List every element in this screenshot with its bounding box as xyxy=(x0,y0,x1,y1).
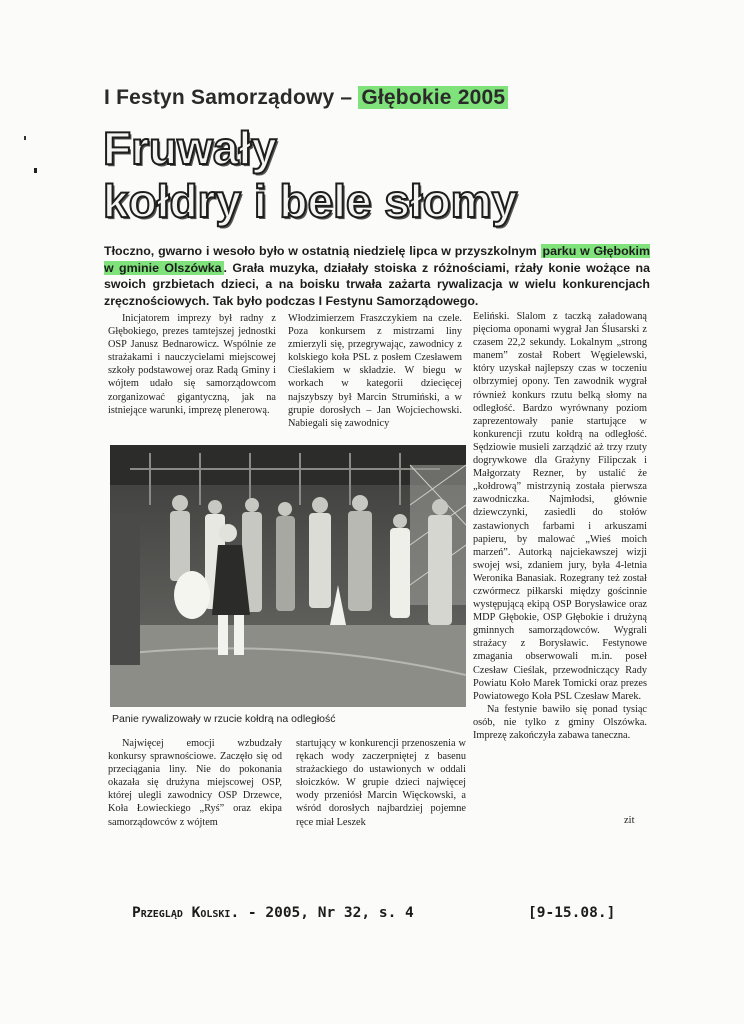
article-column-2-bottom xyxy=(296,737,466,829)
paragraph: Włodzimierzem Fraszczykiem na czele. Poza konkursem z mistrzami liny zmierzyli się, przegrywając, zawodnicy z kolskiego koła PSL z posłem Czesławem Cieślakiem w składzie. W biegu w workach w kategorii dziecięcej najszybszy był Marcin Strumiński, a w grupie dorosłych – Jan Wojciechowski. Nabiegali się zawodnicy xyxy=(288,313,462,429)
headline xyxy=(103,122,623,228)
publication-name: Przegląd Kolski xyxy=(132,905,231,921)
photo-illustration xyxy=(110,445,466,707)
kicker xyxy=(104,86,544,110)
paragraph: Na festynie bawiło się ponad tysiąc osób, nie tylko z gminy Olszówka. Imprezę zakończyła zabawa taneczna. xyxy=(473,703,647,741)
paragraph: startujący w konkurencji przenoszenia w rękach wody zaczerpniętej z basenu strażackiego do ustawionych w oddali słoiczków. W grupie dzieci najwięcej wody przeniósł Marcin Więckowski, a wśród dorosłych najbardziej pojemne ręce miał Leszek xyxy=(296,738,466,828)
issue-dates: [9-15.08.] xyxy=(528,905,616,921)
scan-mark xyxy=(24,136,26,140)
article-column-1-bottom xyxy=(108,737,282,829)
scan-mark xyxy=(34,168,37,173)
headline-line-1: Fruwały xyxy=(103,122,277,174)
article-photo xyxy=(110,445,466,707)
lead-text-2: . Grała muzyka, działały stoiska z różnościami, rżały konie wożące na swoich grzbietach dzieci, a na boisku trwała zażarta rywalizacja w wielu konkurencjach zręcznościowych. Tak było podczas I Festynu Samorządowego. xyxy=(104,260,650,308)
lead-highlight: parku w Głębokim w gminie Olszówka xyxy=(104,244,650,275)
article-column-3 xyxy=(473,310,647,742)
lead-text-1: Tłoczno, gwarno i wesoło było w ostatnią niedzielę lipca w przyszkolnym xyxy=(104,244,541,258)
article-column-1 xyxy=(108,312,276,417)
paragraph: Najwięcej emocji wzbudzały konkursy sprawnościowe. Zaczęło się od przeciągania liny. Nie do pokonania okazała się drużyna miejscowej OSP, której ulegli zawodnicy OSP Drzewce, Koła Łowieckiego „Ryś” oraz ekipa samorządowców z wójtem xyxy=(108,738,282,828)
paragraph: Inicjatorem imprezy był radny z Głębokiego, prezes tamtejszej jednostki OSP Janusz Bednarowicz. Wspólnie ze strażakami i nauczycielami miejscowej szkoły podstawowej oraz Radą Gminy i wójtem udało się samorządowcom zorganizować gigantyczną, jak na istniejące warunki, imprezę plenerową. xyxy=(108,313,276,416)
photo-caption: Panie rywalizowały w rzucie kołdrą na odległość xyxy=(112,713,336,725)
lead-paragraph xyxy=(104,243,650,309)
kicker-text: I Festyn Samorządowy – xyxy=(104,86,359,109)
author-signature: zit xyxy=(624,815,635,826)
paragraph: Eeliński. Slalom z taczką załadowaną pięcioma oponami wygrał Jan Ślusarski z czasem 22,2 sekundy. Lokalnym „strong manem” został Robert Węgielewski, który uzyskał najlepszy czas w toczeniu olbrzymiej opony. Ten zawodnik wygrał również konkurs rzutu belką słomy na odległość. Bardzo wyrównany poziom zaprezentowały panie startujące w konkurencji rzutu kołdrą na odległość. Sędziowie musieli zarządzić aż trzy rzuty dogrywkowe dla Grażyny Filipczak i Małgorzaty Rezner, by ustalić że „kołdrową” mistrzynią została pierwsza zawodniczka. Najmłodsi, głównie dziewczynki, zasiedli do stołów zastawionych farbami i arkuszami papieru, by malować „Wieś moich marzeń”. Autorką najciekawszej wizji swojej wsi, zdaniem jury, była 4-letnia Weronika Banasiak. Rozegrany też został czwórmecz piłkarski między gościnnie występującą ekipą OSP Borysławice oraz MDP Głębokie, OSP Głębokie i drużyną gminnych samorządowców. Wygrali strażacy z Borysławic. Festynowe zmagania obserwowali m.in. poseł Czesław Cieślak, przewodniczący Rady Powiatu Koło Marek Tomicki oraz prezes Powiatowego Koła PSL Czesław Marek. xyxy=(473,311,647,702)
kicker-highlight: Głębokie 2005 xyxy=(358,86,508,109)
issue-info: . - 2005, Nr 32, s. 4 xyxy=(230,905,414,921)
headline-line-2: kołdry i bele słomy xyxy=(103,175,518,227)
article-column-2 xyxy=(288,312,462,430)
